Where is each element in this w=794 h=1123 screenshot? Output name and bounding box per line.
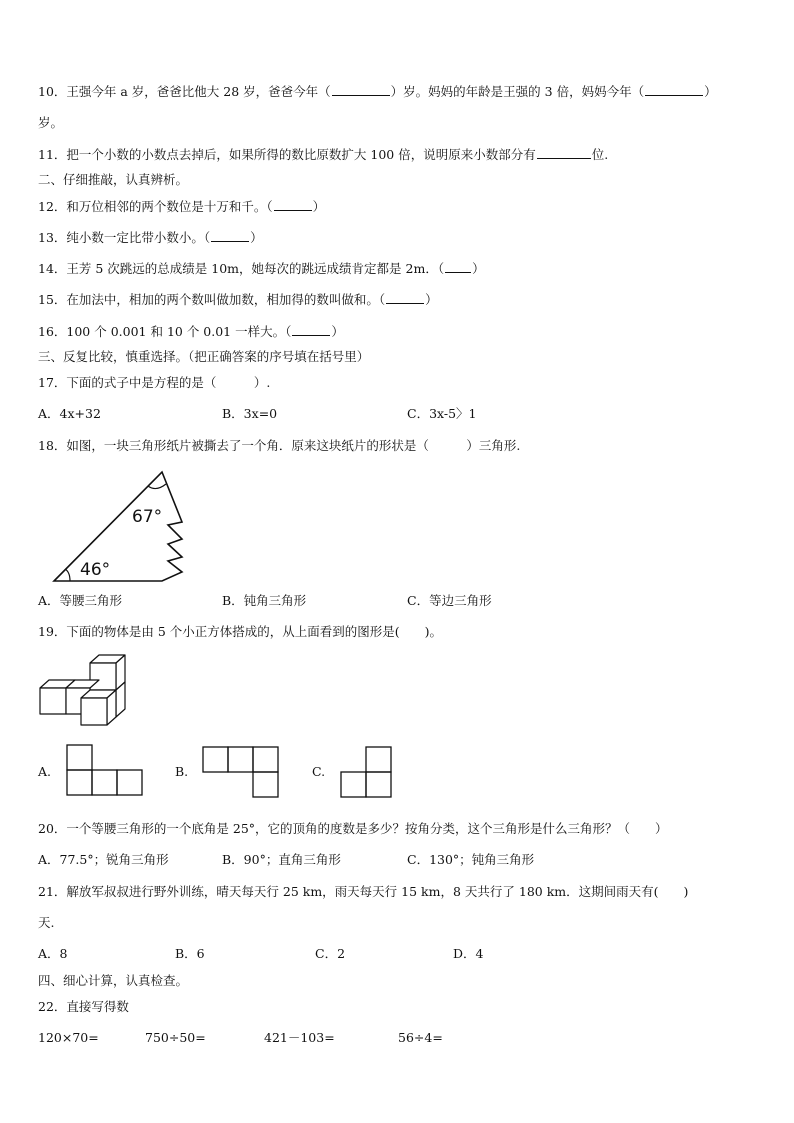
q20-option-a[interactable]: A．77.5°；锐角三角形 [38,852,169,867]
q17-option-a[interactable]: A．4x+32 [38,406,101,421]
q11-answer-blank[interactable] [537,146,591,159]
q20-option-c[interactable]: C．130°；钝角三角形 [407,852,535,867]
q21-option-d[interactable]: D．4 [453,946,484,961]
q15-text: 15．在加法中，相加的两个数叫做加数，相加得的数叫做和。（ [38,292,386,307]
q21-option-b[interactable]: B．6 [175,946,205,961]
question-13 [38,229,263,246]
question-12 [38,198,325,215]
q17-option-b[interactable]: B．3x=0 [222,406,278,421]
question-22-stem: 22．直接写得数 [38,999,129,1014]
q19-option-c-label[interactable]: C. [312,764,326,779]
cube-front-front [81,698,107,725]
q10-text-1: 10．王强今年 a 岁，爸爸比他大 28 岁，爸爸今年（ [38,84,331,99]
q19-option-a-figure[interactable] [66,744,144,796]
question-21-continuation: 天. [38,915,55,930]
q19-option-b-label[interactable]: B. [175,764,189,779]
q10-text-3: ） [704,84,717,99]
q13-answer-blank[interactable] [211,229,249,242]
q16-close: ） [331,324,344,339]
q15-answer-blank[interactable] [386,291,424,304]
question-18-stem: 18．如图，一块三角形纸片被撕去了一个角．原来这块纸片的形状是（ ）三角形. [38,438,521,453]
q22-item-1[interactable]: 120×70= [38,1030,99,1045]
section-4-heading: 四、细心计算，认真检查。 [38,973,189,988]
q12-text: 12．和万位相邻的两个数位是十万和千。（ [38,199,273,214]
q11-text-1: 11．把一个小数的小数点去掉后，如果所得的数比原数扩大 100 倍，说明原来小数部分有 [38,147,536,162]
cube-top-front [90,663,116,690]
torn-triangle-outline [54,472,182,581]
question-10-continuation: 岁。 [38,115,64,130]
q18-option-a[interactable]: A．等腰三角形 [38,593,123,608]
q18-option-b[interactable]: B．钝角三角形 [222,593,307,608]
q10-text-2: ）岁。妈妈的年龄是王强的 3 倍，妈妈今年（ [390,84,645,99]
q12-answer-blank[interactable] [274,198,312,211]
section-3-heading: 三、反复比较，慎重选择。（把正确答案的序号填在括号里） [38,349,370,364]
q13-text: 13．纯小数一定比带小数小。（ [38,230,211,245]
q15-close: ） [425,292,438,307]
q10-answer-blank-2[interactable] [645,83,703,96]
question-17-stem: 17．下面的式子中是方程的是（ ）. [38,375,271,390]
q20-option-b[interactable]: B．90°；直角三角形 [222,852,341,867]
q10-answer-blank-1[interactable] [332,83,390,96]
q22-item-2[interactable]: 750÷50= [145,1030,206,1045]
q22-item-4[interactable]: 56÷4= [398,1030,443,1045]
question-14 [38,260,485,277]
cube-left1-front [40,688,66,714]
torn-triangle-figure [40,462,200,587]
q11-text-2: 位. [591,147,609,162]
angle-67-label: 67° [132,507,163,527]
question-10 [38,83,717,100]
q14-text: 14．王芳 5 次跳远的总成绩是 10m，她每次的跳远成绩肯定都是 2m．（ [38,261,445,276]
question-21-stem: 21．解放军叔叔进行野外训练，晴天每天行 25 km，雨天每天行 15 km，8 天共行了 180 km．这期间雨天有( ) [38,884,689,899]
q14-answer-blank[interactable] [445,260,471,273]
question-19-stem: 19．下面的物体是由 5 个小正方体搭成的，从上面看到的图形是( )。 [38,624,443,639]
question-16 [38,323,344,340]
question-11 [38,146,608,163]
q18-option-c[interactable]: C．等边三角形 [407,593,492,608]
q21-option-c[interactable]: C．2 [315,946,346,961]
cube-stack-figure [38,652,130,728]
q12-close: ） [312,199,326,214]
question-20-stem: 20．一个等腰三角形的一个底角是 25°，它的顶角的度数是多少？按角分类，这个三角形是什么三角形？（ ） [38,821,668,836]
q16-text: 16．100 个 0.001 和 10 个 0.01 一样大。（ [38,324,292,339]
q19-option-c-figure[interactable] [340,746,394,798]
q21-option-a[interactable]: A．8 [38,946,68,961]
q14-close: ） [472,261,485,276]
section-2-heading: 二、仔细推敲，认真辨析。 [38,172,189,187]
q17-option-c[interactable]: C．3x-5〉1 [407,406,477,421]
q13-close: ） [250,230,263,245]
question-15 [38,291,438,308]
angle-46-label: 46° [80,560,111,580]
q22-item-3[interactable]: 421－103= [264,1030,335,1045]
q16-answer-blank[interactable] [292,323,330,336]
q19-option-a-label[interactable]: A. [38,764,52,779]
q19-option-b-figure[interactable] [202,746,280,798]
